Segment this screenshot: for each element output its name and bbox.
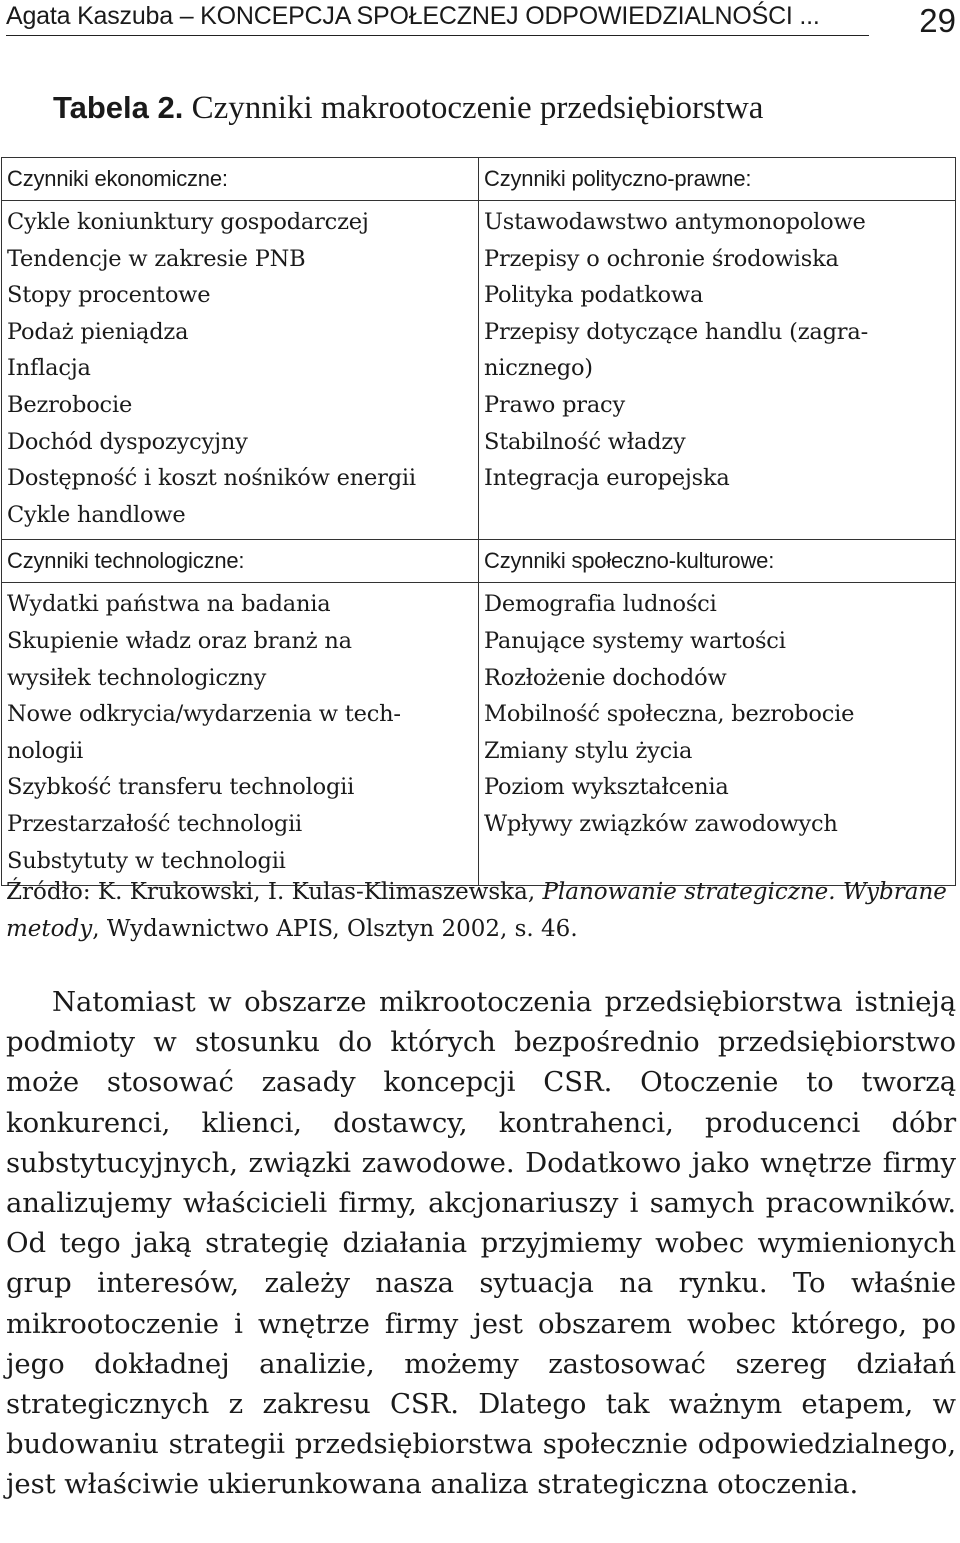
list-item: Panujące systemy wartości — [484, 627, 786, 654]
list-item: wysiłek technologiczny — [7, 664, 267, 691]
list-item: Substytuty w technologii — [7, 847, 286, 874]
economic-factors-cell — [2, 158, 479, 540]
list-item: Poziom wykształcenia — [484, 774, 729, 801]
economic-factors-heading: Czynniki ekonomiczne: — [2, 161, 478, 201]
table-caption-text: Czynniki makrootoczenie przedsiębiorstwa — [191, 90, 764, 126]
list-item: Cykle handlowe — [7, 501, 186, 528]
list-item: Stabilność władzy — [484, 428, 686, 455]
political-factors-cell — [479, 158, 956, 540]
social-factors-cell — [479, 540, 956, 886]
list-item: Integracja europejska — [484, 465, 730, 492]
page-number: 29 — [919, 2, 956, 39]
table-caption — [53, 90, 763, 127]
list-item: Inflacja — [7, 355, 91, 382]
technological-factors-cell — [2, 540, 479, 886]
header-rule — [6, 35, 869, 36]
list-item: Wydatki państwa na badania — [7, 591, 331, 618]
source-title: Planowanie strategiczne. Wybrane metody — [6, 879, 947, 942]
social-factors-list — [484, 586, 950, 842]
technological-factors-heading: Czynniki technologiczne: — [2, 543, 478, 583]
political-factors-list — [484, 204, 950, 497]
table-row — [2, 540, 956, 886]
list-item: Bezrobocie — [7, 391, 133, 418]
list-item: Ustawodawstwo antymonopolowe — [484, 209, 866, 235]
running-title: Agata Kaszuba – KONCEPCJA SPOŁECZNEJ ODPOWIEDZIALNOŚCI ... — [6, 2, 820, 30]
list-item: Mobilność społeczna, bezrobocie — [484, 701, 855, 728]
body-text — [6, 982, 956, 1505]
running-header — [0, 0, 960, 40]
source-prefix: Źródło: K. Krukowski, I. Kulas-Klimaszewska, — [6, 879, 543, 905]
social-factors-heading: Czynniki społeczno-kulturowe: — [479, 543, 955, 583]
list-item: nicznego) — [484, 355, 593, 382]
list-item: Polityka podatkowa — [484, 282, 704, 309]
list-item: Wpływy związków zawodowych — [484, 810, 838, 837]
list-item: Dostępność i koszt nośników energii — [7, 465, 416, 492]
list-item: Szybkość transferu technologii — [7, 774, 355, 801]
list-item: Nowe odkrycia/wydarzenia w tech- — [7, 701, 401, 728]
macro-factors-table — [1, 157, 956, 886]
list-item: Tendencje w zakresie PNB — [7, 245, 306, 272]
list-item: Przestarzałość technologii — [7, 810, 303, 837]
list-item: Cykle koniunktury gospodarczej — [7, 209, 369, 235]
list-item: Przepisy dotyczące handlu (zagra- — [484, 318, 868, 345]
list-item: nologii — [7, 737, 84, 764]
list-item: Zmiany stylu życia — [484, 737, 693, 764]
list-item: Podaż pieniądza — [7, 318, 189, 345]
list-item: Rozłożenie dochodów — [484, 664, 727, 691]
table-row — [2, 158, 956, 540]
table-caption-label: Tabela 2. — [53, 90, 184, 125]
list-item: Skupienie władz oraz branż na — [7, 627, 352, 654]
economic-factors-list — [7, 204, 473, 533]
body-paragraph: Natomiast w obszarze mikrootoczenia przedsiębiorstwa istnieją podmioty w stosunku do których bezpośrednio przedsiębiorstwo może stosować zasady koncepcji CSR. Otoczenie to tworzą konkurenci, klienci, dostawcy, kontrahenci, producenci dóbr substytucyjnych, związki zawodowe. Dodatkowo jako wnętrze firmy analizujemy właścicieli firmy, akcjonariuszy i samych pracowników. Od tego jaką strategię działania przyjmiemy wobec wymienionych grup interesów, zależy nasza sytuacja na rynku. To właśnie mikrootoczenie i wnętrze firmy jest obszarem wobec którego, po jego dokładnej analizie, możemy zastosować szereg działań strategicznych z zakresu CSR. Dlatego tak ważnym etapem, w budowaniu strategii przedsiębiorstwa społecznie odpowiedzialnego, jest właściwie ukierunkowana analiza strategiczna otoczenia. — [6, 986, 956, 1501]
list-item: Demografia ludności — [484, 591, 717, 618]
list-item: Dochód dyspozycyjny — [7, 428, 248, 455]
political-factors-heading: Czynniki polityczno-prawne: — [479, 161, 955, 201]
list-item: Prawo pracy — [484, 391, 625, 418]
table-source-note — [6, 874, 956, 948]
source-suffix: , Wydawnictwo APIS, Olsztyn 2002, s. 46. — [92, 916, 578, 942]
list-item: Przepisy o ochronie środowiska — [484, 245, 839, 272]
list-item: Stopy procentowe — [7, 282, 211, 309]
technological-factors-list — [7, 586, 473, 879]
